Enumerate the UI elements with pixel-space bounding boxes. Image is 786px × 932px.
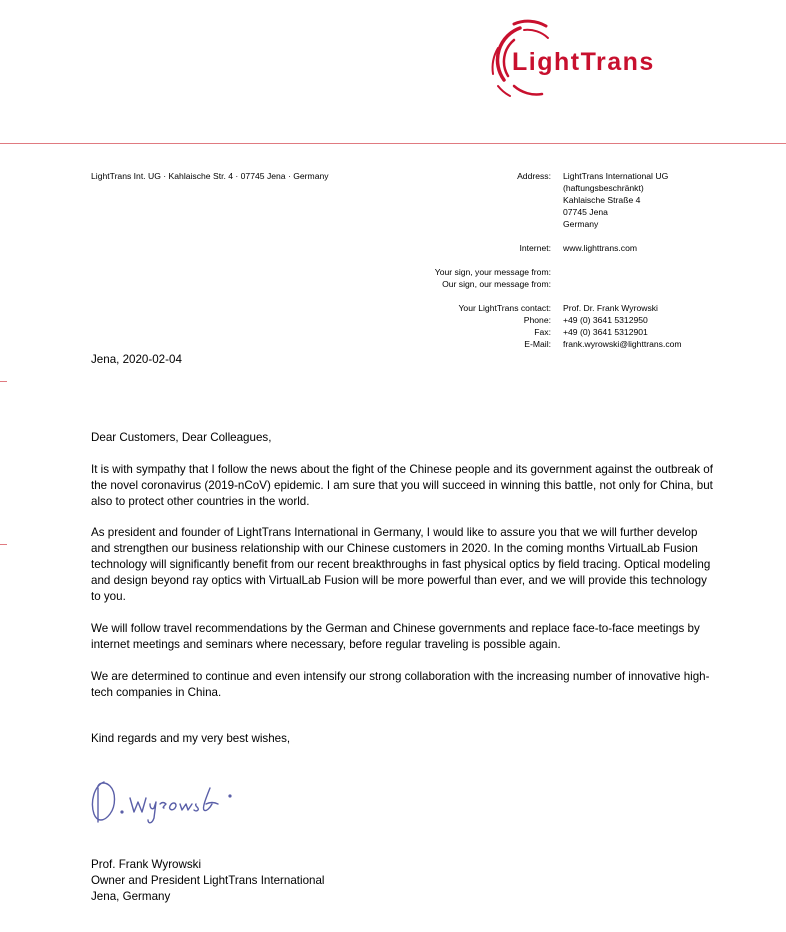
sender-return-address: LightTrans Int. UG · Kahlaische Str. 4 · 07745 Jena · Germany	[91, 171, 329, 181]
paragraph-1: It is with sympathy that I follow the news about the fight of the Chinese people and its government against the outbreak of the novel coronavirus (2019-nCoV) epidemic. I am sure that you will succeed in winning this battle, not only for China, but also to protect other countries in the world.	[91, 463, 713, 508]
address-line: Kahlaische Straße 4	[563, 195, 641, 205]
closing: Kind regards and my very best wishes,	[91, 732, 291, 745]
address-label: Address:	[517, 171, 551, 181]
fax-value: +49 (0) 3641 5312901	[563, 327, 648, 337]
handwritten-signature	[88, 768, 248, 830]
signatory-location: Jena, Germany	[91, 890, 171, 903]
letter-date: Jena, 2020-02-04	[91, 353, 182, 366]
address-line: LightTrans International UG	[563, 171, 669, 181]
contact-label: Your LightTrans contact:	[458, 303, 551, 313]
paragraph-4: We are determined to continue and even intensify our strong collaboration with the increasing number of innovative high-tech companies in China.	[91, 670, 710, 699]
signatory-title: Owner and President LightTrans International	[91, 874, 325, 887]
internet-label: Internet:	[519, 243, 551, 253]
salutation: Dear Customers, Dear Colleagues,	[91, 431, 272, 444]
signatory-name: Prof. Frank Wyrowski	[91, 858, 202, 871]
address-line: 07745 Jena	[563, 207, 608, 217]
our-sign-label: Our sign, our message from:	[442, 279, 551, 289]
email-label: E-Mail:	[524, 339, 551, 349]
phone-label: Phone:	[523, 315, 551, 325]
punch-mark	[0, 544, 7, 545]
phone-value: +49 (0) 3641 5312950	[563, 315, 648, 325]
internet-value: www.lighttrans.com	[563, 243, 638, 253]
header-divider	[0, 143, 786, 144]
email-value: frank.wyrowski@lighttrans.com	[563, 339, 682, 349]
fax-label: Fax:	[534, 327, 551, 337]
paragraph-3: We will follow travel recommendations by the German and Chinese governments and replace face-to-face meetings by internet meetings and seminars where necessary, before regular traveling is possible again.	[91, 622, 700, 651]
logo-wordmark: LightTrans	[512, 48, 655, 76]
address-line: Germany	[563, 219, 599, 229]
your-sign-label: Your sign, your message from:	[434, 267, 551, 277]
fold-mark-top	[0, 381, 7, 382]
contact-value: Prof. Dr. Frank Wyrowski	[563, 303, 658, 313]
paragraph-2: As president and founder of LightTrans International in Germany, I would like to assure you that we will further develop and strengthen our business relationship with our Chinese customers in 2020. In the coming months VirtualLab Fusion technology will significantly benefit from our recent breakthroughs in fast physical optics by field tracing. Optical modeling and design beyond ray optics with VirtualLab Fusion will be more powerful than ever, and we will provide this technology to you.	[91, 526, 711, 603]
address-line: (haftungsbeschränkt)	[563, 183, 644, 193]
